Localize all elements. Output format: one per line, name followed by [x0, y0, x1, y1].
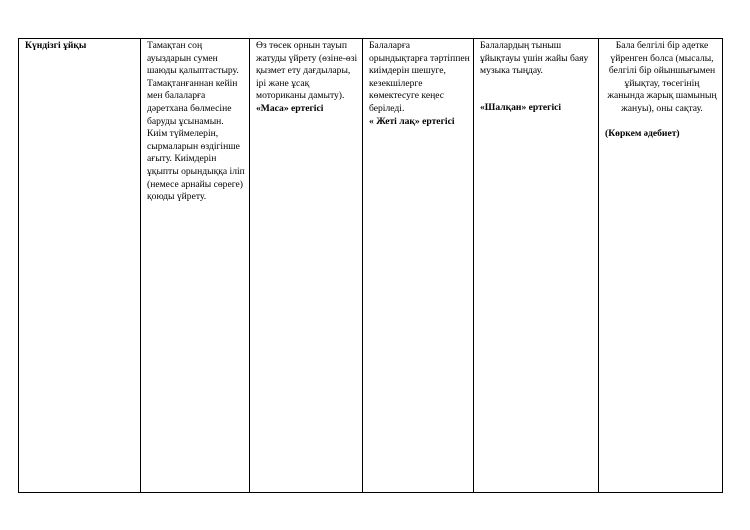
cell-friday	[599, 39, 723, 493]
cell-wednesday	[363, 39, 474, 493]
schedule-table	[18, 38, 723, 493]
row-label-cell	[19, 39, 141, 493]
cell-text: Балалардың тыныш ұйықтауы үшін жайы баяу музыка тыңдау.	[480, 40, 589, 77]
cell-tuesday	[250, 39, 363, 493]
table-row	[19, 39, 723, 493]
row-label: Күндізгі ұйқы	[25, 40, 87, 51]
cell-text: Тамақтан соң ауыздарын сумен шаюды қалыптастыру. Тамақтанғаннан кейін мен балаларға дәретхана бөлмесіне баруды ұсынамын. Киім түймелерін, сырмаларын өздігінше ағыту. Киімдерін ұқыпты орындыққа іліп (немесе арнайы сөреге) қоюды үйрету.	[147, 40, 245, 203]
cell-text: Өз төсек орнын тауып жатуды үйрету (өзіне-өзі қызмет ету дағдылары, ірі және ұсақ моториканы дамыту).	[256, 40, 358, 102]
spacer	[480, 78, 595, 102]
fairy-tale-title: «Шалқан» ертегісі	[480, 101, 562, 113]
cell-monday	[141, 39, 250, 493]
fairy-tale-title: « Жеті лақ» ертегісі	[369, 115, 455, 127]
fairy-tale-title: «Маса» ертегісі	[256, 102, 324, 114]
cell-text: Балаларға орындықтарға тәртіппен киімдерін шешуге, кезекшілерге көмектесуге кеңес беріледі.	[369, 40, 470, 114]
cell-thursday	[474, 39, 599, 493]
spacer	[605, 116, 719, 128]
subject-note: (Көркем әдебиет)	[605, 127, 680, 139]
cell-text: Бала белгілі бір әдетке үйренген болса (мысалы, белгілі бір ойыншығымен ұйықтау, төсегінің жанында жарық шамының жануы), оны сақтау.	[607, 40, 717, 114]
